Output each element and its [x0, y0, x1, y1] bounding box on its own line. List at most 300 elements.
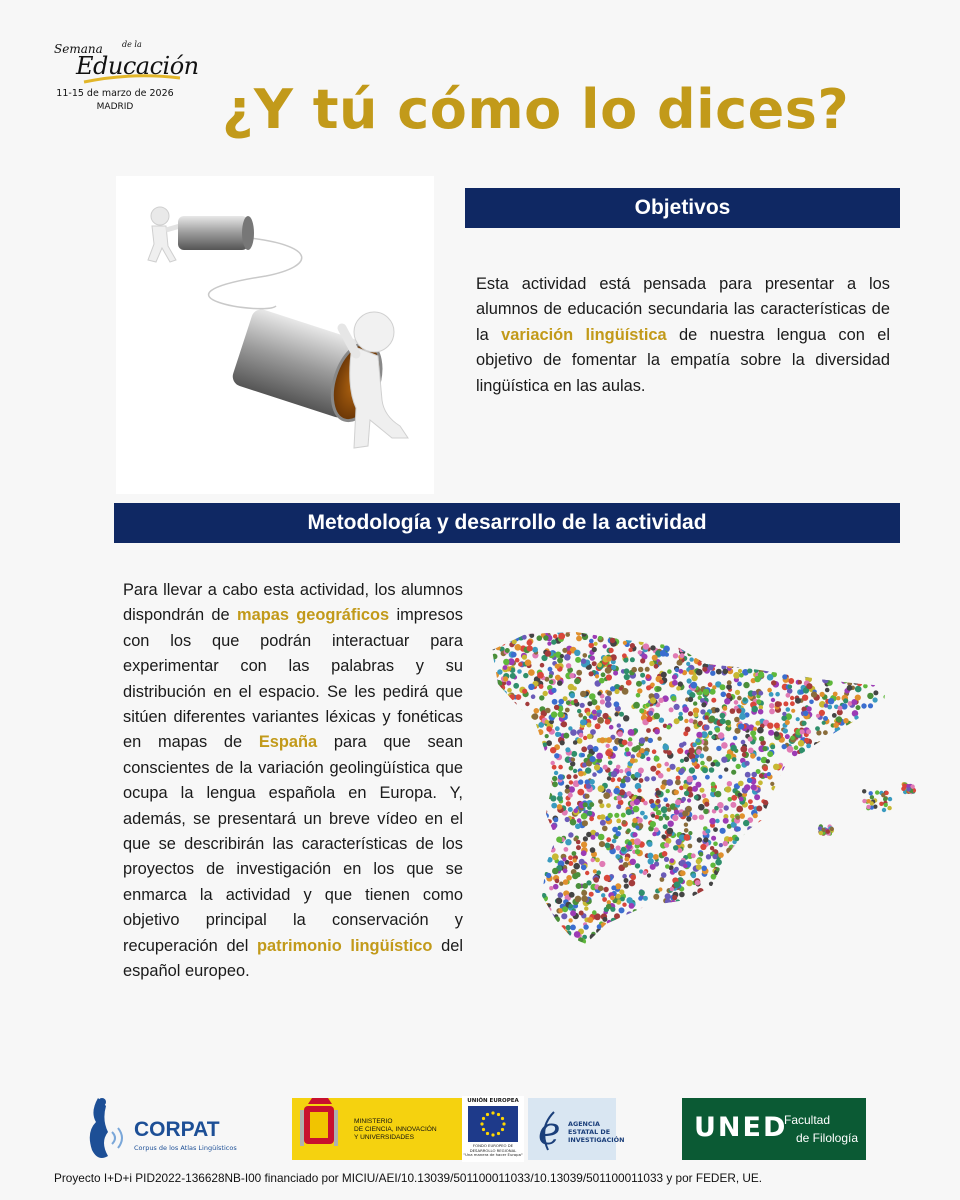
- map-dot: [660, 937, 665, 942]
- map-dot: [532, 900, 538, 906]
- map-dot: [530, 899, 535, 904]
- map-dot: [727, 680, 732, 685]
- map-dot: [878, 823, 883, 828]
- map-dot: [711, 782, 716, 787]
- map-dot: [593, 941, 598, 946]
- map-dot: [792, 914, 798, 920]
- map-dot: [773, 631, 780, 638]
- map-dot: [549, 674, 553, 678]
- map-dot: [533, 950, 538, 954]
- map-dot: [756, 941, 761, 946]
- map-dot: [787, 656, 794, 663]
- map-dot: [517, 856, 523, 862]
- map-dot: [535, 945, 539, 949]
- map-dot: [615, 854, 620, 859]
- map-dot: [835, 666, 840, 671]
- map-dot: [534, 782, 540, 788]
- map-dot: [872, 719, 877, 724]
- map-dot: [494, 713, 500, 719]
- map-dot: [852, 790, 857, 795]
- map-dot: [681, 921, 686, 926]
- uned-faculty-line-2: de Filología: [796, 1131, 859, 1145]
- map-dot: [618, 949, 624, 955]
- map-dot: [778, 867, 783, 872]
- map-dot: [690, 682, 697, 689]
- map-dot: [884, 742, 890, 748]
- map-dot: [511, 944, 518, 951]
- map-dot: [497, 669, 502, 674]
- map-dot: [506, 779, 511, 784]
- map-dot: [815, 893, 819, 897]
- map-dot: [549, 625, 555, 631]
- map-dot: [818, 912, 824, 918]
- map-dot: [863, 684, 868, 689]
- map-dot: [794, 665, 800, 671]
- map-dot: [774, 880, 778, 884]
- map-dot: [739, 673, 744, 678]
- map-dot: [797, 811, 802, 816]
- map-dot: [552, 776, 557, 781]
- map-dot: [743, 682, 749, 688]
- map-dot: [735, 642, 740, 647]
- map-dot: [839, 758, 844, 763]
- map-dot: [655, 625, 661, 631]
- map-dot: [710, 863, 715, 868]
- map-dot: [805, 900, 811, 906]
- map-dot: [678, 939, 682, 943]
- map-dot: [626, 949, 631, 954]
- map-dot: [510, 768, 516, 774]
- map-dot: [802, 646, 809, 653]
- map-dot: [848, 888, 853, 893]
- map-dot: [889, 742, 896, 749]
- map-dot: [644, 776, 649, 781]
- map-dot: [833, 657, 840, 664]
- map-dot: [863, 931, 868, 936]
- map-dot: [667, 904, 671, 908]
- map-dot: [528, 834, 533, 839]
- map-dot: [486, 944, 490, 950]
- map-dot: [863, 655, 868, 660]
- map-dot: [703, 809, 709, 815]
- map-dot: [767, 723, 773, 729]
- map-dot: [664, 934, 669, 939]
- map-dot: [870, 655, 875, 660]
- map-dot: [488, 882, 493, 887]
- map-dot: [791, 709, 795, 713]
- tin-can-phone-icon: [116, 176, 434, 494]
- map-dot: [893, 861, 898, 866]
- map-dot: [766, 936, 773, 943]
- map-dot: [491, 646, 495, 650]
- map-dots: [486, 624, 899, 954]
- map-dot: [691, 907, 696, 912]
- map-dot: [680, 948, 685, 953]
- map-dot: [839, 913, 845, 919]
- map-dot: [726, 624, 732, 628]
- map-dot: [489, 829, 495, 835]
- map-dot: [761, 647, 766, 652]
- map-dot: [613, 940, 619, 946]
- map-dot: [619, 631, 623, 635]
- map-dot: [791, 935, 797, 941]
- map-dot: [656, 790, 661, 795]
- map-dot: [573, 686, 577, 690]
- map-dot: [585, 767, 591, 773]
- map-dot: [697, 837, 702, 842]
- map-dot: [587, 701, 592, 706]
- map-dot: [589, 756, 595, 762]
- map-dot: [533, 836, 540, 843]
- map-dot: [874, 931, 879, 936]
- map-dot: [885, 859, 891, 865]
- map-dot: [702, 624, 708, 629]
- map-dot: [776, 883, 783, 890]
- map-dot: [747, 844, 751, 848]
- tin-can-phone-illustration: [116, 176, 434, 494]
- map-dot: [711, 735, 715, 739]
- map-dot: [554, 916, 560, 922]
- map-dot: [500, 880, 507, 887]
- map-dot: [775, 893, 781, 899]
- map-dot: [883, 815, 888, 820]
- map-dot: [739, 948, 745, 954]
- map-dot: [568, 793, 573, 798]
- map-dot: [532, 647, 538, 653]
- map-dot: [539, 842, 544, 847]
- map-dot: [633, 702, 640, 709]
- map-dot: [772, 874, 779, 881]
- map-dot: [761, 880, 766, 885]
- map-dot: [486, 819, 492, 825]
- map-dot: [809, 637, 814, 642]
- map-dot: [578, 771, 584, 777]
- map-dot: [511, 827, 516, 832]
- map-dot: [847, 829, 853, 835]
- map-dot: [809, 927, 814, 932]
- map-dot: [555, 726, 560, 731]
- island-dot: [875, 790, 879, 794]
- map-dot: [512, 639, 517, 644]
- map-dot: [700, 788, 705, 793]
- map-dot: [726, 885, 731, 890]
- map-dot: [793, 772, 798, 777]
- map-dot: [860, 880, 865, 885]
- eu-star: [491, 1133, 494, 1136]
- map-dot: [732, 757, 737, 762]
- spain-coat-of-arms-icon: [292, 1098, 348, 1160]
- map-dot: [781, 911, 788, 918]
- map-dot: [749, 640, 756, 647]
- map-dot: [595, 723, 601, 729]
- map-dot: [591, 858, 595, 862]
- eu-star: [480, 1122, 483, 1125]
- map-dot: [521, 866, 525, 870]
- map-dot: [858, 889, 863, 894]
- map-dot: [521, 796, 527, 802]
- map-dot: [782, 766, 788, 772]
- map-dot: [544, 624, 549, 628]
- map-dot: [766, 881, 771, 886]
- map-dot: [834, 658, 840, 664]
- map-dot: [825, 923, 829, 927]
- map-dot: [494, 780, 500, 786]
- map-dot: [508, 629, 513, 634]
- map-dot: [563, 932, 569, 938]
- map-dot: [769, 913, 774, 918]
- map-dot: [735, 690, 740, 695]
- map-dot: [633, 909, 638, 914]
- map-dot: [789, 840, 795, 846]
- map-dot: [501, 943, 507, 949]
- map-dot: [696, 644, 702, 650]
- map-dot: [792, 763, 796, 767]
- map-dot: [598, 834, 605, 841]
- map-dot: [734, 926, 739, 931]
- map-dot: [488, 902, 495, 909]
- map-dot: [487, 763, 493, 769]
- map-dot: [739, 713, 746, 720]
- map-dot: [785, 845, 790, 850]
- map-dot: [624, 674, 630, 680]
- map-dot: [506, 914, 511, 919]
- island-dot: [879, 802, 883, 806]
- map-dot: [877, 901, 882, 906]
- map-dot: [853, 950, 858, 954]
- map-dot: [816, 788, 822, 794]
- map-dot: [650, 935, 655, 940]
- map-dot: [766, 882, 772, 888]
- map-dot: [841, 773, 847, 779]
- map-dot: [793, 887, 799, 893]
- map-dot: [661, 672, 667, 678]
- map-dot: [847, 737, 852, 742]
- map-dot: [794, 745, 799, 750]
- map-dot: [490, 782, 495, 787]
- map-dot: [812, 937, 818, 943]
- map-dot: [760, 892, 765, 897]
- map-dot: [685, 913, 691, 919]
- map-dot: [752, 872, 756, 876]
- map-dot: [547, 846, 552, 851]
- map-dot: [831, 639, 836, 644]
- map-dot: [582, 949, 587, 954]
- map-dot: [807, 785, 811, 789]
- island-dot: [870, 795, 874, 799]
- map-dot: [753, 727, 757, 731]
- map-dot: [623, 657, 628, 662]
- map-dot: [560, 654, 564, 658]
- map-dot: [698, 804, 705, 811]
- map-dot: [511, 729, 516, 734]
- map-dot: [708, 731, 713, 736]
- map-dot: [670, 941, 675, 946]
- map-dot: [812, 759, 816, 763]
- map-dot: [494, 855, 499, 860]
- map-dot: [663, 797, 668, 802]
- eu-stars-icon: [468, 1106, 518, 1142]
- map-dot: [537, 635, 543, 641]
- map-dot: [810, 639, 814, 643]
- map-dot: [841, 931, 847, 937]
- map-dot: [790, 786, 794, 790]
- map-dot: [614, 813, 619, 818]
- map-dot: [842, 734, 847, 739]
- map-dot: [734, 700, 739, 705]
- map-dot: [684, 828, 689, 833]
- map-dot: [749, 938, 755, 944]
- map-dot: [770, 811, 776, 817]
- map-dot: [531, 878, 536, 883]
- map-dot: [822, 879, 826, 883]
- map-dot: [721, 874, 725, 878]
- map-dot: [767, 688, 772, 693]
- map-dot: [757, 757, 761, 761]
- map-dot: [686, 662, 690, 666]
- map-dot: [790, 831, 795, 836]
- map-dot: [723, 669, 729, 675]
- map-dot: [539, 794, 544, 799]
- map-dot: [659, 718, 664, 723]
- map-dot: [823, 914, 828, 919]
- map-dot: [667, 807, 672, 812]
- map-dot: [769, 918, 774, 923]
- map-dot: [503, 786, 509, 792]
- map-dot: [849, 863, 854, 868]
- map-dot: [739, 650, 744, 655]
- map-dot: [702, 767, 708, 773]
- map-dot: [838, 777, 842, 781]
- map-dot: [670, 858, 675, 863]
- map-dot: [849, 657, 854, 662]
- map-dot: [644, 751, 649, 756]
- map-dot: [681, 625, 686, 630]
- map-dot: [598, 785, 605, 792]
- map-dot: [730, 802, 736, 808]
- map-dot: [809, 918, 814, 923]
- map-dot: [663, 824, 668, 829]
- map-dot: [738, 669, 742, 673]
- map-dot: [739, 912, 744, 917]
- map-dot: [836, 668, 843, 675]
- map-dot: [893, 694, 898, 699]
- map-dot: [665, 864, 670, 869]
- map-dot: [845, 905, 849, 909]
- map-dot: [763, 892, 770, 899]
- map-dot: [576, 636, 582, 642]
- map-dot: [549, 920, 553, 924]
- map-dot: [823, 745, 830, 752]
- map-dot: [802, 921, 809, 928]
- map-dot: [551, 803, 557, 809]
- funding-footer: Proyecto I+D+i PID2022-136628NB-I00 financiado por MICIU/AEI/10.13039/501100011033/10.13039/501100011033 y por FEDER, UE.: [54, 1171, 763, 1185]
- map-dot: [534, 825, 539, 830]
- map-dot: [652, 655, 658, 661]
- map-dot: [887, 741, 892, 746]
- map-dot: [509, 628, 514, 633]
- map-dot: [869, 849, 874, 854]
- map-dot: [742, 753, 747, 758]
- map-dot: [825, 819, 831, 825]
- map-dot: [610, 945, 616, 951]
- map-dot: [507, 771, 513, 777]
- map-dot: [888, 624, 894, 628]
- map-dot: [821, 914, 825, 918]
- map-dot: [872, 721, 878, 727]
- map-dot: [883, 716, 887, 720]
- map-dot: [531, 763, 537, 769]
- map-dot: [672, 895, 677, 900]
- map-dot: [834, 823, 838, 827]
- eu-star: [482, 1117, 485, 1120]
- map-dot: [648, 631, 654, 637]
- map-dot: [889, 811, 894, 816]
- map-dot: [786, 707, 791, 712]
- map-dot: [534, 920, 540, 926]
- map-dot: [728, 875, 734, 881]
- map-dot: [666, 803, 670, 807]
- map-dot: [746, 890, 751, 895]
- map-dot: [808, 859, 813, 864]
- map-dot: [839, 776, 843, 780]
- map-dot: [855, 686, 862, 693]
- map-dot: [744, 876, 750, 882]
- map-dot: [487, 694, 493, 700]
- map-dot: [493, 715, 499, 721]
- map-dot: [828, 922, 833, 927]
- map-dot: [686, 880, 693, 887]
- map-dot: [716, 904, 721, 909]
- map-dot: [535, 823, 540, 828]
- map-dot: [540, 772, 545, 777]
- map-dot: [521, 719, 526, 724]
- map-dot: [782, 635, 787, 640]
- map-dot: [565, 948, 570, 953]
- map-dot: [740, 930, 745, 935]
- map-dot: [727, 663, 733, 669]
- map-dot: [528, 684, 534, 690]
- map-dot: [822, 912, 828, 918]
- map-dot: [880, 673, 886, 679]
- map-dot: [832, 638, 837, 643]
- map-dot: [742, 629, 746, 633]
- map-dot: [739, 813, 745, 819]
- map-dot: [671, 940, 678, 947]
- map-dot: [787, 746, 794, 753]
- map-dot: [597, 691, 601, 695]
- map-dot: [736, 944, 743, 951]
- map-dot: [533, 941, 539, 947]
- map-dot: [857, 870, 862, 875]
- map-dot: [709, 767, 715, 773]
- map-dot: [778, 660, 783, 665]
- map-dot: [751, 907, 755, 911]
- map-dot: [769, 709, 775, 715]
- map-dot: [706, 756, 712, 762]
- map-dot: [561, 721, 567, 727]
- map-dot: [492, 677, 497, 682]
- map-dot: [652, 832, 656, 836]
- map-dot: [635, 849, 640, 854]
- map-dot: [507, 909, 513, 915]
- map-dot: [813, 922, 820, 929]
- map-dot: [518, 924, 522, 928]
- map-dot: [824, 740, 830, 746]
- map-dot: [663, 744, 669, 750]
- map-dot: [753, 892, 759, 898]
- map-dot: [871, 742, 876, 747]
- map-dot: [693, 948, 699, 954]
